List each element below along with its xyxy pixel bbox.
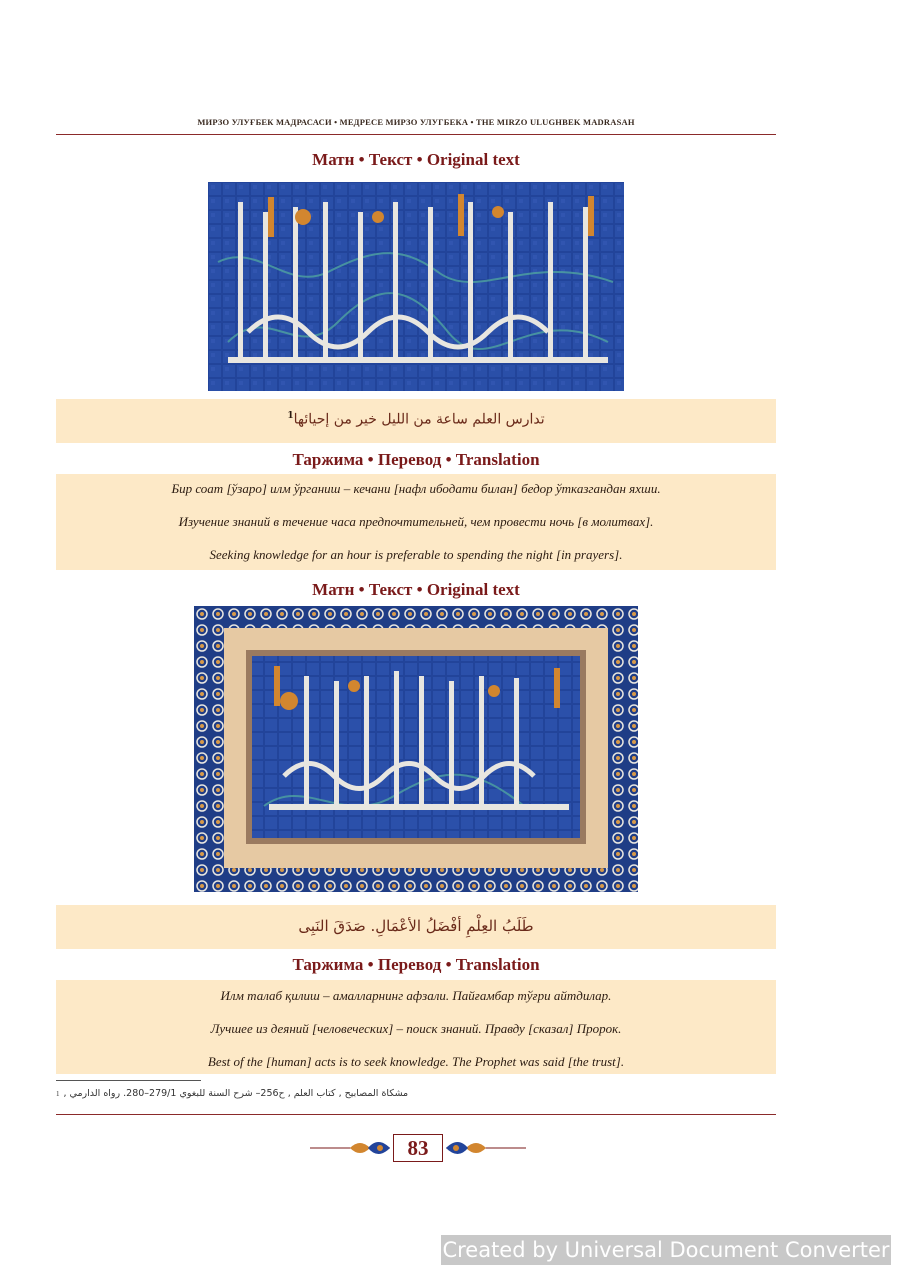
- footer-rule: [56, 1114, 776, 1115]
- arabic-text-2: طَلَبُ العِلْمِ أفْضَلُ الأعْمَالِ. صَدَقَ النَبِى: [298, 917, 534, 935]
- arabic-text-1: [56, 411, 776, 428]
- original-text-heading-2: Матн • Текст • Original text: [312, 580, 520, 599]
- translation-heading-2: Таржима • Перевод • Translation: [292, 955, 540, 974]
- translation-en-1: Seeking knowledge for an hour is preferable to spending the night [in prayers].: [209, 547, 623, 562]
- arabic-line-1: تدارس العلم ساعة من الليل خير من إحيائها: [293, 411, 545, 428]
- translation-uz-1: Бир соат [ўзаро] илм ўрганиш – кечани [нафл ибодати билан] бедор ўтказгандан яхши.: [171, 481, 661, 496]
- tile-panel-photo-1: [208, 182, 624, 391]
- tile-panel-photo-2: [194, 606, 638, 892]
- running-head: МИРЗО УЛУҒБЕК МАДРАСАСИ • МЕДРЕСЕ МИРЗО УЛУГБЕКА • THE MIRZO ULUGHBEK MADRASAH: [197, 117, 635, 127]
- translation-heading-1: Таржима • Перевод • Translation: [292, 450, 540, 469]
- page-number: 83: [393, 1134, 443, 1162]
- translation-ru-2: Лучшее из деяний [человеческих] – поиск знаний. Правду [сказал] Пророк.: [210, 1021, 622, 1036]
- translation-panel-2: [56, 980, 776, 1074]
- translation-panel-1: [56, 474, 776, 570]
- footnote: [56, 1088, 776, 1099]
- header-rule: [56, 134, 776, 135]
- watermark: Created by Universal Document Converter: [441, 1235, 891, 1265]
- arabic-panel-1: [56, 399, 776, 443]
- translation-uz-2: Илм талаб қилиш – амалларнинг афзали. Пайғамбар тўғри айтдилар.: [220, 988, 612, 1003]
- original-text-heading-1: Матн • Текст • Original text: [312, 150, 520, 169]
- footnote-ref-1: 1: [287, 411, 294, 421]
- translation-en-2: Best of the [human] acts is to seek knowledge. The Prophet was said [the trust].: [207, 1054, 625, 1069]
- footnote-rule: [56, 1080, 201, 1081]
- footnote-text: مشكاة المصابيح , كتاب العلم , ح256– شرح السنة للبغوي 279/1–280. رواه الدارمي ,: [63, 1088, 409, 1099]
- footnote-number: 1: [56, 1089, 60, 1098]
- translation-ru-1: Изучение знаний в течение часа предпочтительней, чем провести ночь [в молитвах].: [178, 514, 654, 529]
- arabic-panel-2: [56, 905, 776, 949]
